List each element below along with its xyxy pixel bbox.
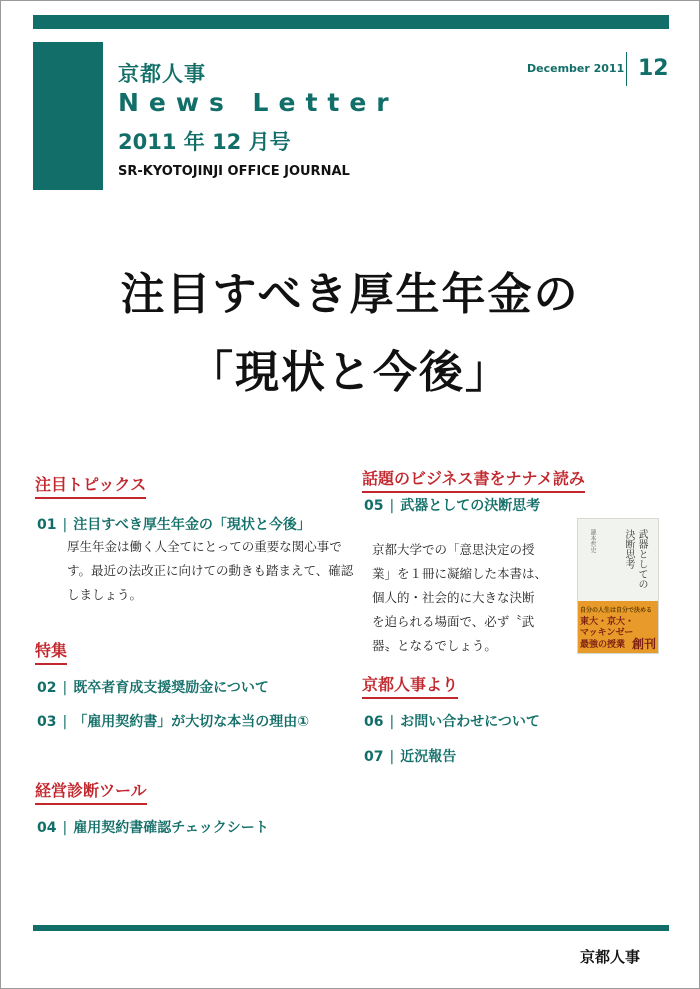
book-band-text: 東大・京大・ bbox=[580, 617, 635, 627]
toc-item-title: お問い合わせについて bbox=[400, 714, 540, 730]
issue-date: December 2011 bbox=[527, 62, 625, 75]
headline-line-1: 注目すべき厚生年金の bbox=[120, 269, 580, 320]
toc-item-title: 武器としての決断思考 bbox=[400, 498, 541, 514]
book-band-text: マッキンゼー bbox=[580, 628, 634, 638]
toc-item-04[interactable] bbox=[37, 817, 269, 837]
summary-line: 個人的・社会的に大きな決断 bbox=[372, 590, 535, 605]
book-cover-title-line: 武器としての bbox=[636, 529, 647, 589]
summary-line: 業」を１冊に凝縮した本書は、 bbox=[372, 566, 548, 581]
masthead-issue: 2011 年 12 月号 bbox=[118, 130, 291, 154]
book-cover-title bbox=[622, 529, 648, 589]
toc-item-title: 注目すべき厚生年金の「現状と今後」 bbox=[73, 517, 311, 533]
footer-brand: 京都人事 bbox=[580, 948, 641, 966]
book-cover-image bbox=[577, 518, 659, 654]
top-rule bbox=[33, 15, 669, 29]
toc-separator: | bbox=[62, 680, 68, 696]
toc-separator: | bbox=[62, 517, 68, 533]
toc-separator: | bbox=[62, 820, 68, 836]
book-band-text: 自分の人生は自分で決める bbox=[580, 607, 653, 614]
toc-item-title: 「雇用契約書」が大切な本当の理由① bbox=[73, 714, 310, 730]
book-band-tag: 創刊 bbox=[631, 637, 656, 651]
toc-item-number: 02 bbox=[37, 680, 57, 696]
summary-line: しましょう。 bbox=[67, 587, 143, 602]
summary-line: 厚生年金は働く人全てにとっての重要な関心事で bbox=[67, 539, 342, 554]
masthead-divider bbox=[626, 52, 627, 86]
masthead-series: News Letter bbox=[118, 88, 399, 117]
headline-line-2: 「現状と今後」 bbox=[189, 347, 511, 398]
section-heading-books: 話題のビジネス書をナナメ読み bbox=[362, 466, 585, 493]
toc-item-number: 03 bbox=[37, 714, 57, 730]
toc-item-03[interactable] bbox=[37, 711, 309, 731]
masthead-color-block bbox=[33, 42, 103, 190]
toc-separator: | bbox=[389, 714, 395, 730]
masthead-brand: 京都人事 bbox=[118, 62, 206, 86]
toc-item-06[interactable] bbox=[364, 711, 540, 731]
toc-item-number: 04 bbox=[37, 820, 57, 836]
summary-line: を迫られる場面で、必ず〝武 bbox=[372, 614, 535, 629]
toc-item-02[interactable] bbox=[37, 677, 269, 697]
toc-item-number: 07 bbox=[364, 749, 384, 765]
toc-item-number: 06 bbox=[364, 714, 384, 730]
book-cover-title-line: 決断思考 bbox=[623, 529, 634, 569]
summary-line: す。最近の法改正に向けての動きも踏まえて、確認 bbox=[67, 563, 354, 578]
summary-line: 京都大学での「意思決定の授 bbox=[372, 542, 535, 557]
toc-separator: | bbox=[389, 498, 395, 514]
summary-line: 器〟となるでしょう。 bbox=[372, 638, 497, 653]
masthead-journal: SR-KYOTOJINJI OFFICE JOURNAL bbox=[118, 164, 350, 179]
section-heading-feature: 特集 bbox=[35, 638, 67, 665]
toc-item-01[interactable] bbox=[37, 514, 311, 534]
section-heading-office: 京都人事より bbox=[362, 672, 458, 699]
toc-item-05[interactable] bbox=[364, 495, 540, 515]
toc-item-title: 近況報告 bbox=[400, 749, 457, 765]
book-cover-band bbox=[578, 601, 658, 653]
topics-summary bbox=[67, 535, 353, 607]
toc-item-number: 01 bbox=[37, 517, 57, 533]
bottom-rule bbox=[33, 925, 669, 931]
toc-separator: | bbox=[62, 714, 68, 730]
section-heading-topics: 注目トピックス bbox=[35, 472, 146, 499]
toc-item-title: 既卒者育成支援奨励金について bbox=[73, 680, 269, 696]
section-heading-diagnosis: 経営診断ツール bbox=[35, 778, 147, 805]
toc-separator: | bbox=[389, 749, 395, 765]
toc-item-07[interactable] bbox=[364, 746, 456, 766]
book-band-text: 最強の授業 bbox=[580, 640, 626, 650]
toc-item-title: 雇用契約書確認チェックシート bbox=[73, 820, 269, 836]
book-cover-author: 瀧本哲史 bbox=[589, 529, 596, 553]
books-summary bbox=[372, 538, 547, 658]
issue-number: 12 bbox=[638, 56, 669, 81]
toc-item-number: 05 bbox=[364, 498, 384, 514]
